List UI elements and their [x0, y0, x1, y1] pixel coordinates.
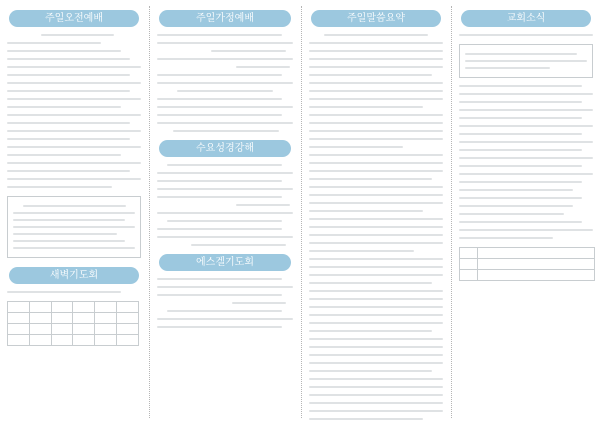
dawn-prayer-schedule-table	[7, 301, 139, 346]
wednesday-study-header: 수요성경강해	[159, 140, 291, 157]
wednesday-study-order	[157, 164, 293, 246]
ezekiel-prayer-order	[157, 278, 293, 328]
news-intro	[459, 34, 593, 36]
news-list	[459, 85, 593, 239]
column-sermon-summary	[302, 0, 450, 424]
church-news-header: 교회소식	[461, 10, 591, 27]
column-worship-order	[0, 0, 148, 424]
morning-worship-order	[7, 34, 141, 188]
dawn-prayer-header: 새벽기도회	[9, 267, 139, 284]
dawn-prayer-info	[7, 291, 141, 293]
morning-sermon-box	[7, 196, 141, 258]
family-worship-order	[157, 34, 293, 132]
groups-table	[459, 247, 595, 281]
welcome-box	[459, 44, 593, 78]
column-family-wednesday	[150, 0, 300, 424]
family-worship-header: 주일가정예배	[159, 10, 291, 27]
sermon-summary-header: 주일말씀요약	[311, 10, 441, 27]
morning-worship-header: 주일오전예배	[9, 10, 139, 27]
sermon-summary-body	[309, 34, 443, 420]
ezekiel-prayer-header: 에스겔기도회	[159, 254, 291, 271]
column-church-news	[452, 0, 600, 424]
